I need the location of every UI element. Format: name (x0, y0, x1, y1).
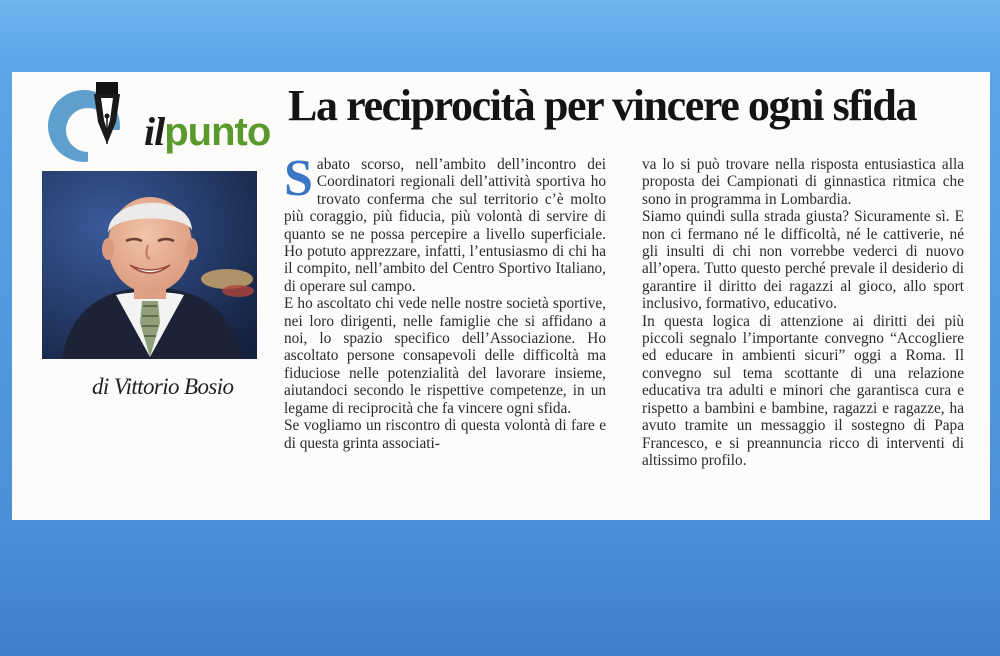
newspaper-clipping (12, 72, 990, 520)
article-headline: La reciprocità per vincere ogni sfida (288, 81, 917, 130)
drop-cap: S (284, 156, 313, 207)
article-column-2 (642, 156, 964, 516)
paragraph-3-part-1: Se vogliamo un riscontro di questa volontà di fare e di questa grinta associati- (284, 417, 606, 452)
paragraph-4: Siamo quindi sulla strada giusta? Sicuramente sì. E non ci fermano né le difficoltà, né le cattiverie, né gli insulti di chi non vorrebbe vederci di nuovo all’opera. Tutto questo perché prevale il desiderio di garantire il diritto dei ragazzi al gioco, allo sport inclusivo, formativo, educativo. (642, 208, 964, 313)
logo-il-text: il (144, 109, 165, 154)
paragraph-1-text: abato scorso, nell’ambito dell’incontro dei Coordinatori regionali dell’attività sportiva ho trovato conferma che sul territorio c’è molto più coraggio, più fiducia, più volontà di servire di quanto se ne possa percepire a livello superficiale. Ho potuto apprezzare, infatti, l’entusiasmo di chi ha il compito, nell’ambito del Centro Sportivo Italiano, di operare sul campo. (284, 156, 606, 295)
il-punto-logo (44, 82, 272, 162)
author-photo (42, 171, 257, 359)
paragraph-5: In questa logica di attenzione ai diritti dei più piccoli segnalo l’importante convegno “Accogliere ed educare in ambienti sicuri” oggi a Roma. Il convegno sul tema scottante di una relazione educativa tra adulti e minori che garantisca cura e rispetto a bambini e bambine, ragazzi e ragazze, ha avuto tramite un messaggio il sostegno di Papa Francesco, e si preannuncia ricco di interventi di altissimo profilo. (642, 312, 964, 469)
article-column-1 (284, 156, 606, 516)
pen-nib-icon (44, 82, 144, 162)
paragraph-1 (284, 156, 606, 295)
author-byline: di Vittorio Bosio (92, 374, 234, 399)
logo-wordmark (144, 109, 271, 154)
logo-punto-text: punto (164, 110, 271, 154)
paragraph-2: E ho ascoltato chi vede nelle nostre società sportive, nei loro dirigenti, nelle famiglie che si affidano a noi, lo spazio specifico dell’Associazione. Ho ascoltato persone consapevoli delle difficoltà ma fiduciose nelle potenzialità del lavorare insieme, aiutandoci secondo le rispettive competenze, in un legame di reciprocità che fa vincere ogni sfida. (284, 295, 606, 417)
paragraph-3-part-2: va lo si può trovare nella risposta entusiastica alla proposta dei Campionati di ginnastica ritmica che sono in programma in Lombardia. (642, 156, 964, 208)
